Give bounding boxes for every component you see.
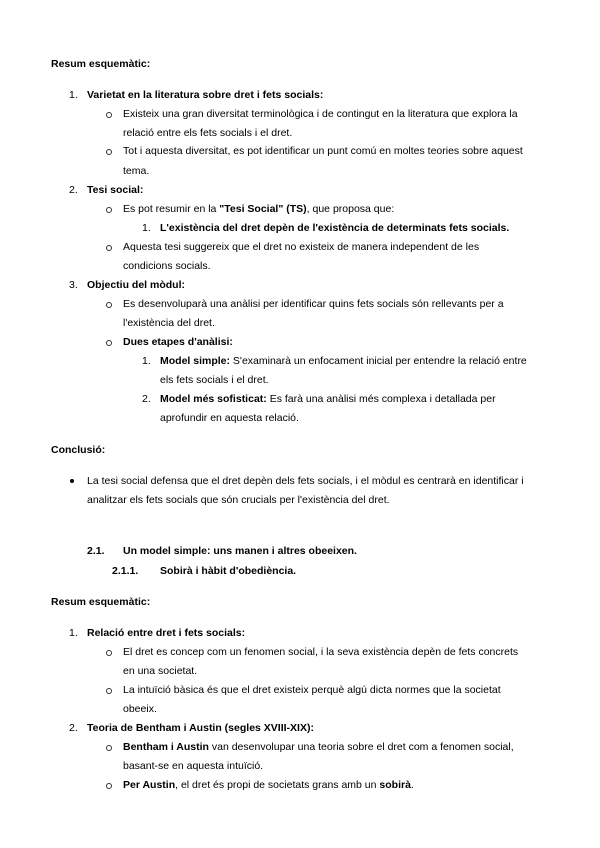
sub-item-text: L'existència del dret depèn de l'existència de determinats fets socials. xyxy=(160,222,510,234)
conclusion-text: La tesi social defensa que el dret depèn dels fets socials, i el mòdul es centrarà en identificar i xyxy=(87,475,524,487)
subsection-title: Un model simple: uns manen i altres obeeixen. xyxy=(123,545,357,557)
bullet-circle xyxy=(106,302,112,308)
list-number: 1. xyxy=(69,89,78,101)
list-number: 1. xyxy=(69,627,78,639)
list-item-title: Teoria de Bentham i Austin (segles XVIII-XIX): xyxy=(87,722,314,734)
bullet-text: Tot i aquesta diversitat, es pot identificar un punt comú en moltes teories sobre aquest xyxy=(123,145,523,157)
bullet-text: Per Austin, el dret és propi de societats grans amb un sobirà. xyxy=(123,779,414,791)
sub-item-text: Model simple: S'examinarà un enfocament inicial per entendre la relació entre xyxy=(160,355,527,367)
sub-item-text: Model més sofisticat: Es farà una anàlisi més complexa i detallada per xyxy=(160,393,496,405)
bullet-text: Aquesta tesi suggereix que el dret no existeix de manera independent de les xyxy=(123,241,480,253)
sub-number: 1. xyxy=(142,355,151,367)
bullet-circle xyxy=(106,340,112,346)
list-item-title: Relació entre dret i fets socials: xyxy=(87,627,246,639)
sub-number: 1. xyxy=(142,222,151,234)
bullet-circle xyxy=(106,245,112,251)
list-item-title: Objectiu del mòdul: xyxy=(87,279,186,291)
sub-number: 2. xyxy=(142,393,151,405)
bullet-text: Bentham i Austin van desenvolupar una teoria sobre el dret com a fenomen social, xyxy=(123,741,514,753)
subsubsection-number: 2.1.1. xyxy=(112,565,139,577)
section-heading: Resum esquemàtic: xyxy=(51,58,151,70)
bullet-text: Es pot resumir en la "Tesi Social" (TS), que proposa que: xyxy=(123,203,395,215)
bullet-circle xyxy=(106,783,112,789)
bullet-text: condicions socials. xyxy=(123,260,211,272)
bullet-text: relació entre els fets socials i el dret. xyxy=(123,127,293,139)
bullet-text: El dret es concep com un fenomen social, i la seva existència depèn de fets concrets xyxy=(123,646,519,658)
bullet-text: La intuïció bàsica és que el dret existeix perquè algú dicta normes que la societat xyxy=(123,684,501,696)
bullet-circle xyxy=(106,149,112,155)
bullet-text: l'existència del dret. xyxy=(123,317,215,329)
bullet-circle xyxy=(106,207,112,213)
bullet-circle xyxy=(106,688,112,694)
section-heading: Resum esquemàtic: xyxy=(51,596,151,608)
bullet-text: basant-se en aquesta intuïció. xyxy=(123,760,264,772)
list-number: 3. xyxy=(69,279,78,291)
list-number: 2. xyxy=(69,184,78,196)
sub-item-text: els fets socials i el dret. xyxy=(160,374,269,386)
bullet-text: Existeix una gran diversitat terminològica i de contingut en la literatura que explora la xyxy=(123,108,518,120)
list-number: 2. xyxy=(69,722,78,734)
subsection-number: 2.1. xyxy=(87,545,105,557)
conclusion-text: analitzar els fets socials que són crucials per l'existència del dret. xyxy=(87,494,390,506)
conclusion-heading: Conclusió: xyxy=(51,444,106,456)
bullet-text: Es desenvoluparà una anàlisi per identificar quins fets socials són rellevants per a xyxy=(123,298,504,310)
bullet-circle xyxy=(106,745,112,751)
list-item-title: Varietat en la literatura sobre dret i fets socials: xyxy=(87,89,324,101)
bullet-text: en una societat. xyxy=(123,665,198,677)
bullet-text: obeeix. xyxy=(123,703,157,715)
bullet-circle xyxy=(106,112,112,118)
list-item-title: Tesi social: xyxy=(87,184,144,196)
bullet-text: tema. xyxy=(123,165,150,177)
bullet-disc xyxy=(70,479,74,483)
bullet-circle xyxy=(106,650,112,656)
bullet-title: Dues etapes d'anàlisi: xyxy=(123,336,233,348)
subsubsection-title: Sobirà i hàbit d'obediència. xyxy=(160,565,297,577)
sub-item-text: aprofundir en aquesta relació. xyxy=(160,412,299,424)
